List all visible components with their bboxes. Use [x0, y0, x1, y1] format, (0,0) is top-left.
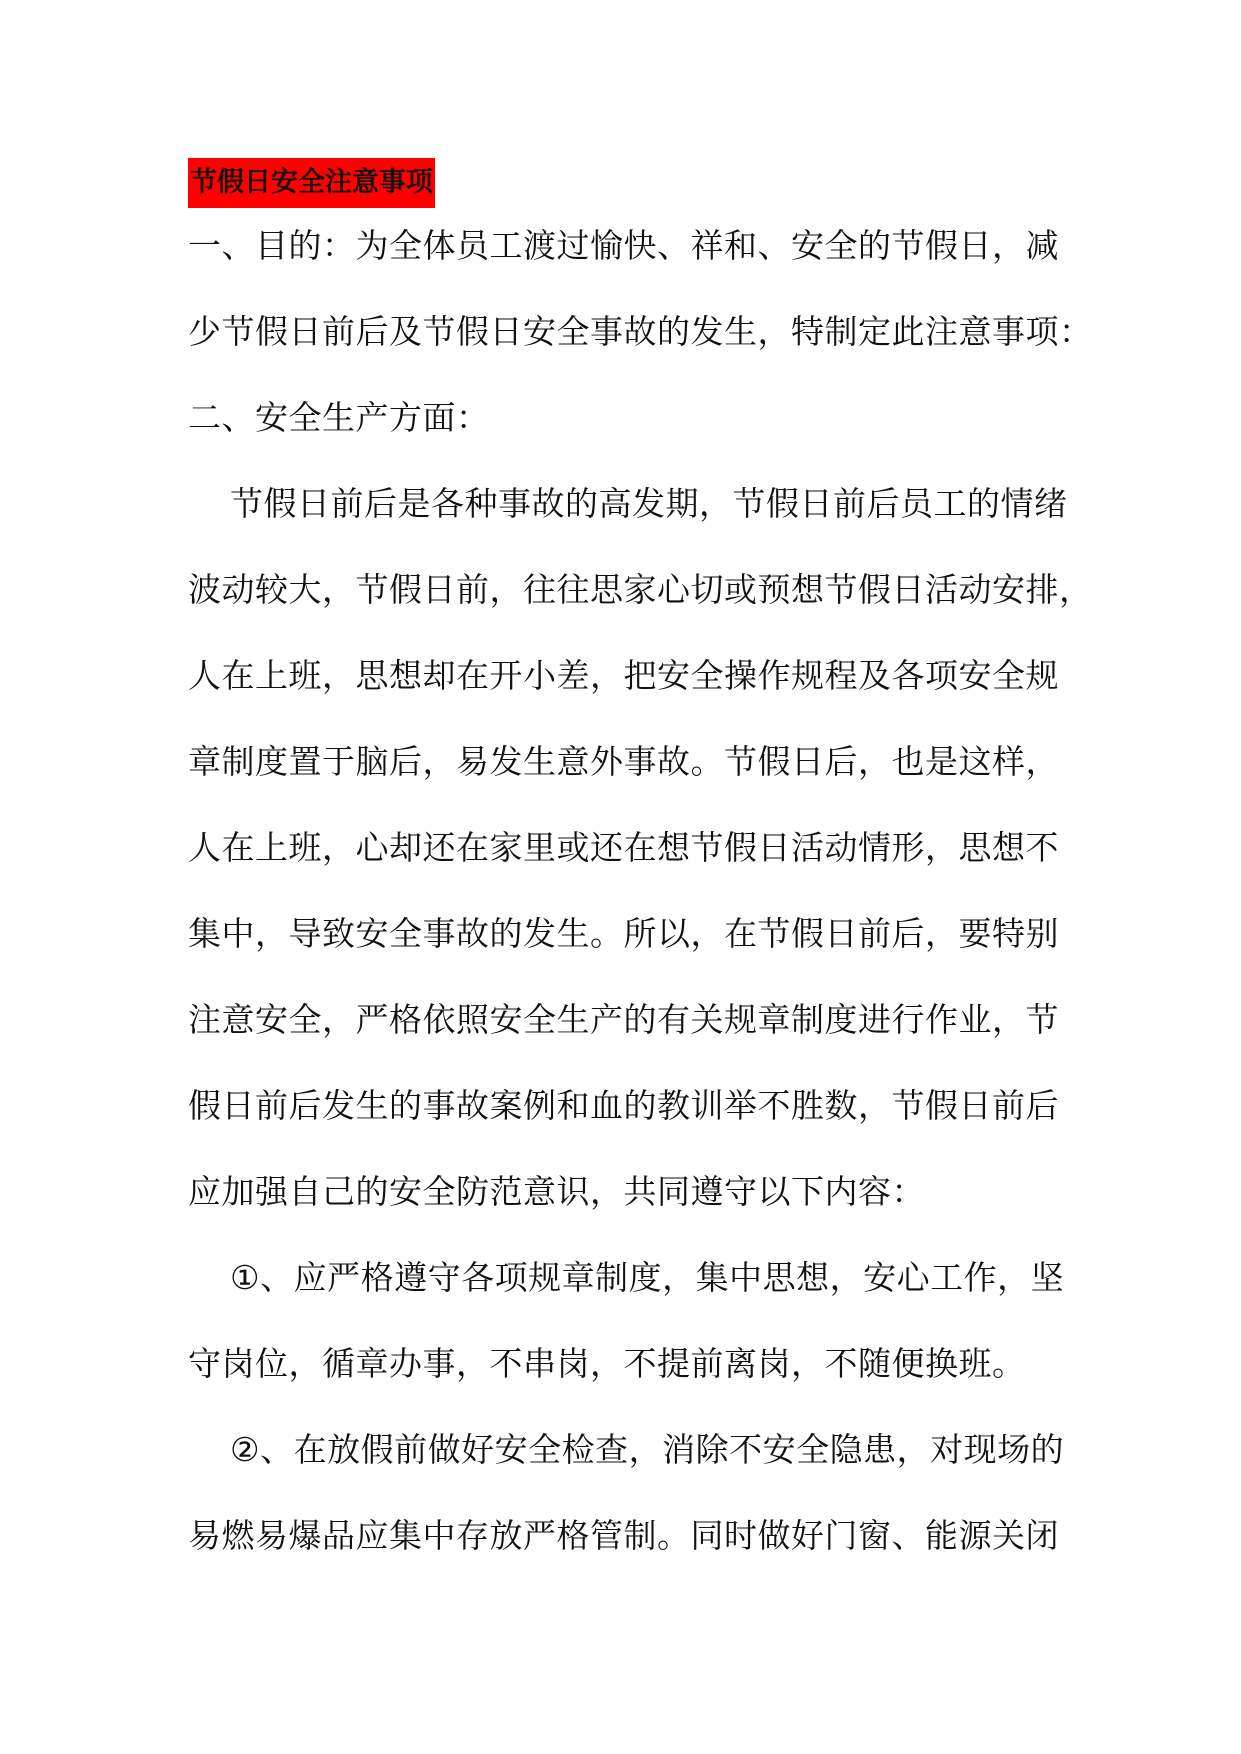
document-title: 节假日安全注意事项: [188, 158, 435, 208]
paragraph-line-9: 应加强自己的安全防范意识，共同遵守以下内容：: [188, 1172, 925, 1211]
section-2-heading: 二、安全生产方面：: [188, 398, 490, 437]
paragraph-line-5: 人在上班，心却还在家里或还在想节假日活动情形，思想不: [188, 828, 1059, 867]
item-2-line-1: ②、在放假前做好安全检查，消除不安全隐患，对现场的: [230, 1430, 1065, 1469]
paragraph-line-2: 波动较大，节假日前，往往思家心切或预想节假日活动安排，: [188, 570, 1093, 609]
section-1-purpose-line-1: 一、目的：为全体员工渡过愉快、祥和、安全的节假日，减: [188, 226, 1059, 265]
paragraph-line-1: 节假日前后是各种事故的高发期，节假日前后员工的情绪: [230, 484, 1068, 523]
item-1-line-2: 守岗位，循章办事，不串岗，不提前离岗，不随便换班。: [188, 1344, 1026, 1383]
section-1-purpose-line-2: 少节假日前后及节假日安全事故的发生，特制定此注意事项：: [188, 312, 1093, 351]
paragraph-line-7: 注意安全，严格依照安全生产的有关规章制度进行作业，节: [188, 1000, 1059, 1039]
item-1-line-1: ①、应严格遵守各项规章制度，集中思想，安心工作，坚: [230, 1258, 1065, 1297]
paragraph-line-6: 集中，导致安全事故的发生。所以，在节假日前后，要特别: [188, 914, 1059, 953]
paragraph-line-8: 假日前后发生的事故案例和血的教训举不胜数，节假日前后: [188, 1086, 1059, 1125]
item-2-line-2: 易燃易爆品应集中存放严格管制。同时做好门窗、能源关闭: [188, 1516, 1059, 1555]
paragraph-line-3: 人在上班，思想却在开小差，把安全操作规程及各项安全规: [188, 656, 1059, 695]
paragraph-line-4: 章制度置于脑后，易发生意外事故。节假日后，也是这样，: [188, 742, 1059, 781]
